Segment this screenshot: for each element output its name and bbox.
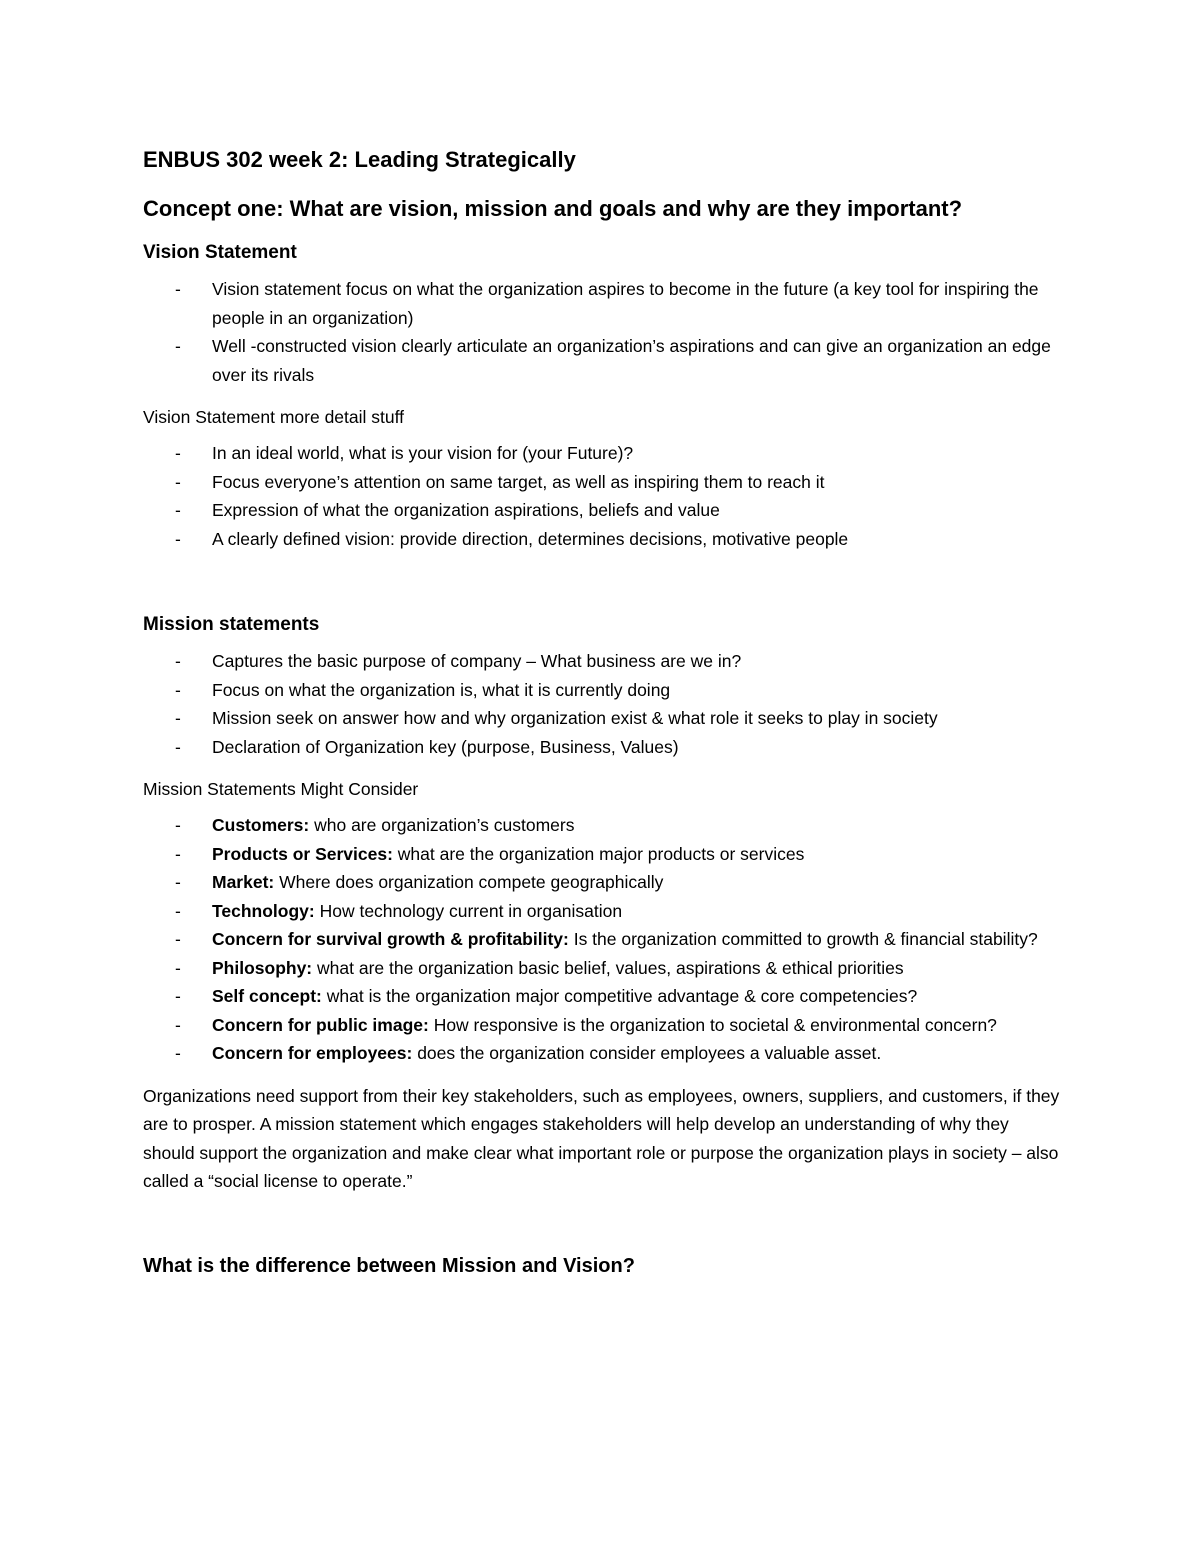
term-label: Concern for employees:	[212, 1043, 413, 1063]
list-item	[143, 840, 1063, 869]
list-item	[143, 676, 1063, 705]
mission-consider-list	[143, 811, 1063, 1068]
bullet-dash: -	[175, 528, 181, 549]
bullet-dash: -	[175, 957, 181, 978]
bullet-dash: -	[175, 279, 181, 299]
list-item	[143, 468, 1063, 497]
bullet-dash: -	[175, 736, 181, 757]
list-item-text: Focus everyone’s attention on same target, as well as inspiring them to reach it	[212, 471, 825, 492]
term-label: Market:	[212, 872, 275, 892]
bullet-dash: -	[175, 708, 181, 728]
document-body	[143, 143, 1063, 1288]
bullet-dash: -	[175, 500, 181, 520]
difference-heading: What is the difference between Mission and Vision?	[143, 1254, 635, 1277]
bullet-dash: -	[175, 900, 181, 921]
bullet-dash: -	[175, 843, 181, 864]
term-label: Self concept:	[212, 986, 322, 1006]
list-item-text: Expression of what the organization aspirations, beliefs and value	[212, 500, 720, 520]
list-item	[143, 897, 1063, 926]
list-item-text: Captures the basic purpose of company – What business are we in?	[212, 651, 742, 671]
bullet-dash: -	[175, 443, 181, 463]
list-item	[143, 332, 1063, 389]
term-label: Concern for survival growth & profitability:	[212, 929, 569, 949]
vision-list	[143, 275, 1063, 389]
list-item	[143, 868, 1063, 897]
list-item-text: Focus on what the organization is, what it is currently doing	[212, 679, 671, 700]
bullet-dash: -	[175, 929, 181, 949]
term-label: Customers:	[212, 815, 310, 835]
term-description: How responsive is the organization to societal & environmental concern?	[428, 1014, 997, 1035]
term-description: Where does organization compete geographically	[274, 872, 664, 892]
bullet-dash: -	[175, 815, 181, 835]
bullet-dash: -	[175, 651, 181, 671]
list-item-text: A clearly defined vision: provide direction, determines decisions, motivative people	[212, 528, 849, 549]
bullet-dash: -	[175, 872, 181, 892]
bullet-dash: -	[175, 986, 181, 1006]
list-item	[143, 733, 1063, 762]
bullet-dash: -	[175, 1043, 181, 1063]
bullet-dash: -	[175, 1014, 181, 1035]
vision-detail-heading: Vision Statement more detail stuff	[143, 407, 405, 427]
list-item	[143, 954, 1063, 983]
term-description: what are the organization basic belief, values, aspirations & ethical priorities	[312, 957, 904, 978]
mission-list	[143, 647, 1063, 761]
vision-detail-list	[143, 439, 1063, 553]
term-label: Concern for public image:	[212, 1014, 429, 1035]
term-label: Products or Services:	[212, 843, 393, 864]
list-item-text: In an ideal world, what is your vision for (your Future)?	[212, 443, 634, 463]
spacer	[143, 1196, 1063, 1252]
list-item	[143, 1039, 1063, 1068]
list-item-text: Well -constructed vision clearly articulate an organization’s aspirations and can give an organization an edge over its rivals	[212, 336, 1051, 385]
mission-consider-heading: Mission Statements Might Consider	[143, 779, 419, 799]
list-item-text: Vision statement focus on what the organization aspires to become in the future (a key tool for inspiring the people in an organization)	[212, 279, 1039, 328]
term-description: Is the organization committed to growth & financial stability?	[568, 929, 1038, 949]
list-item	[143, 925, 1063, 954]
list-item	[143, 704, 1063, 733]
term-description: what is the organization major competitive advantage & core competencies?	[321, 986, 918, 1006]
list-item	[143, 439, 1063, 468]
concept-heading: Concept one: What are vision, mission and goals and why are they important?	[143, 196, 963, 221]
spacer	[143, 567, 1063, 611]
list-item	[143, 496, 1063, 525]
term-label: Technology:	[212, 900, 315, 921]
document-title: ENBUS 302 week 2: Leading Strategically	[143, 147, 576, 172]
list-item	[143, 275, 1063, 332]
bullet-dash: -	[175, 471, 181, 492]
list-item	[143, 1011, 1063, 1040]
mission-heading: Mission statements	[143, 614, 320, 635]
term-description: who are organization’s customers	[309, 815, 575, 835]
list-item	[143, 982, 1063, 1011]
list-item	[143, 811, 1063, 840]
list-item	[143, 525, 1063, 554]
stakeholder-paragraph: Organizations need support from their key stakeholders, such as employees, owners, suppliers, and customers, if they are to prosper. A mission statement which engages stakeholders will help develop an understanding of why they should support the organization and make clear what important role or purpose the organization plays in society – also called a “social license to operate.”	[143, 1085, 1060, 1191]
bullet-dash: -	[175, 679, 181, 700]
list-item-text: Mission seek on answer how and why organization exist & what role it seeks to play in society	[212, 708, 938, 728]
vision-heading: Vision Statement	[143, 242, 297, 263]
term-description: does the organization consider employees a valuable asset.	[412, 1043, 882, 1063]
list-item	[143, 647, 1063, 676]
list-item-text: Declaration of Organization key (purpose, Business, Values)	[212, 736, 679, 757]
term-description: what are the organization major products or services	[392, 843, 805, 864]
term-label: Philosophy:	[212, 957, 313, 978]
bullet-dash: -	[175, 336, 181, 356]
term-description: How technology current in organisation	[314, 900, 623, 921]
